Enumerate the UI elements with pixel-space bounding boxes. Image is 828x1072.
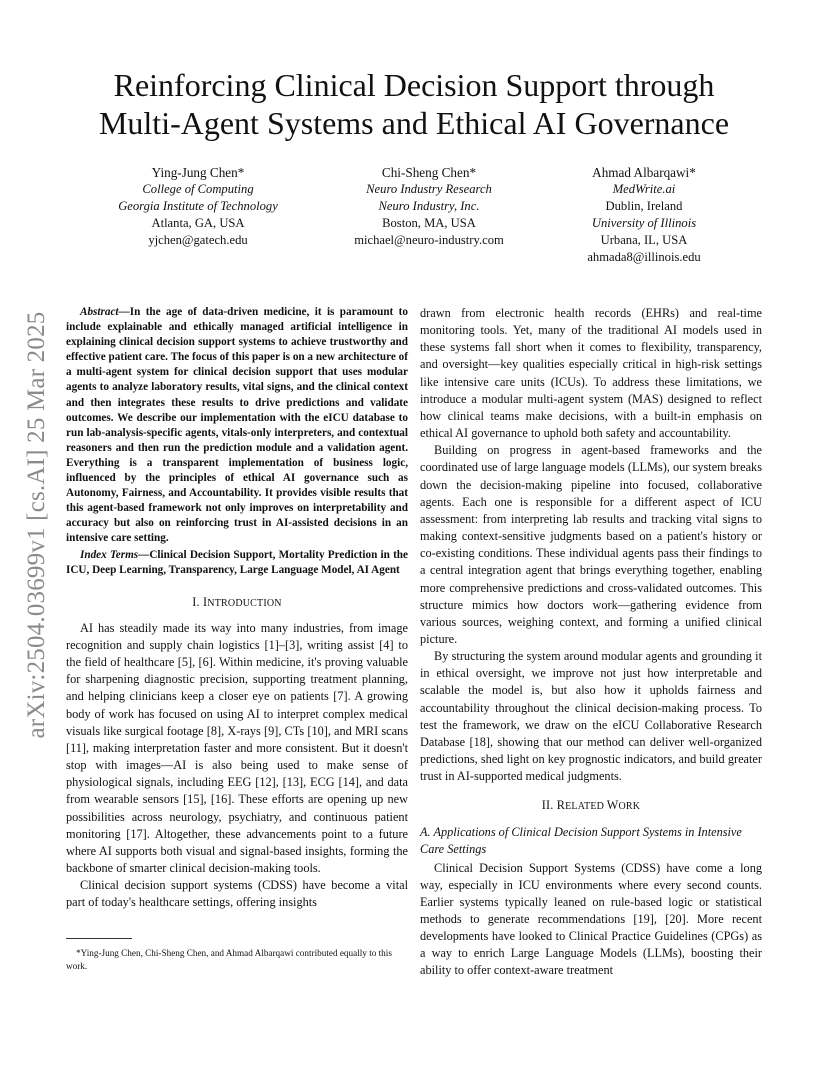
author-department: MedWrite.ai xyxy=(612,182,676,196)
footnote-rule xyxy=(66,938,132,939)
index-terms-label: Index Terms xyxy=(80,548,139,561)
index-terms-text: —Clinical Decision Support, Mortality Prediction in the ICU, Deep Learning, Transparency, Large Language Model, AI Agent xyxy=(66,548,408,576)
intro-paragraph-2: Clinical decision support systems (CDSS) have become a vital part of today's healthcare settings, offering insights xyxy=(66,878,408,910)
intro-paragraph-5: By structuring the system around modular agents and grounding it in ethical oversight, we improve not just how interpretable and scalable the model is, but also how it upholds fairness and accountability throughout the clinical decision-making process. To test the framework, we draw on the eICU Collaborative Research Database [18], showing that our method can deliver well-organized predictions, shed light on key prognostic indicators, and build greater trust in AI-supported medical judgments. xyxy=(420,649,762,784)
author-organization: Neuro Industry, Inc. xyxy=(378,199,480,213)
author-email: ahmada8@illinois.edu xyxy=(587,250,701,264)
title-line-1: Reinforcing Clinical Decision Support through xyxy=(113,67,715,103)
related-work-paragraph-1: Clinical Decision Support Systems (CDSS) have come a long way, especially in ICU environments where every second counts. Earlier systems typically leaned on rule-based logic or statistical methods to generate recommendations [19], [20]. More recent developments have looked to Clinical Practice Guidelines (CPGs) as a way to enrich Large Language Models (LLMs), boosting their ability to offer context-aware treatment xyxy=(420,860,762,978)
subsection-heading: A. Applications of Clinical Decision Support Systems in Intensive Care Settings xyxy=(420,824,742,856)
footnote xyxy=(66,938,408,972)
author-location: Urbana, IL, USA xyxy=(600,233,688,247)
author-location: Boston, MA, USA xyxy=(382,216,476,230)
footnote-text: *Ying-Jung Chen, Chi-Sheng Chen, and Ahmad Albarqawi contributed equally to this work. xyxy=(66,948,392,971)
author-name: Ying-Jung Chen* xyxy=(151,165,245,180)
author-department: College of Computing xyxy=(142,182,254,196)
paper-title xyxy=(60,66,768,142)
author-organization-2: University of Illinois xyxy=(591,216,697,230)
abstract-label: Abstract xyxy=(80,306,119,318)
author-email: michael@neuro-industry.com xyxy=(354,233,504,247)
arxiv-sidebar-identifier xyxy=(12,290,62,760)
left-column xyxy=(66,305,408,912)
author-organization: Georgia Institute of Technology xyxy=(118,199,278,213)
intro-paragraph-4: Building on progress in agent-based frameworks and the coordinated use of large language models (LLMs), our system breaks down the decision-making pipeline into focused, collaborative agents. Each one is responsible for a different aspect of ICU assessment: from interpreting lab results and tracking vital signs to making context-sensitive judgments based on a patient's history or co-existing conditions. These individual agents pass their findings to a central integration agent that brings everything together, enabling more comprehensive predictions and cross-validated outcomes. This structure mimics how doctors work—gathering evidence from various sources, weighing context, and forming a unified clinical picture. xyxy=(420,443,762,646)
author-location: Atlanta, GA, USA xyxy=(151,216,245,230)
abstract-text: —In the age of data-driven medicine, it is paramount to include explainable and ethically managed artificial intelligence in explaining clinical decision support systems to achieve trustworthy and effective patient care. The focus of this paper is on a new architecture of a multi-agent system for clinical decision support that uses modular agents to analyze laboratory results, vital signs, and the clinical context and then integrates these results to drive predictions and validate outcomes. We describe our implementation with the eICU database to run lab-analysis-specific agents, vitals-only interpreters, and contextual reasoners and then run the prediction module and a validation agent. Everything is a transparent implementation of business logic, influenced by the principles of ethical AI governance such as Autonomy, Fairness, and Accountability. It provides visible results that this agent-based framework not only improves on interpretability and accuracy but also on reinforcing trust in AI-assisted decisions in an intensive care setting. xyxy=(66,306,408,545)
author-3 xyxy=(554,164,734,266)
author-2 xyxy=(324,164,534,249)
abstract xyxy=(66,305,408,547)
author-name: Ahmad Albarqawi* xyxy=(592,165,696,180)
author-name: Chi-Sheng Chen* xyxy=(381,165,477,180)
intro-paragraph-3: drawn from electronic health records (EHRs) and real-time monitoring tools. Yet, many of the traditional AI models used in these systems fall short when it comes to flexibility, transparency, and oversight—key qualities especially critical in high-risk settings like intensive care units (ICUs). To address these limitations, we introduce a modular multi-agent system (MAS) designed to reflect how clinical teams make decisions, with a built-in emphasis on ethical AI governance to uphold both safety and accountability. xyxy=(420,306,762,441)
section-heading-introduction: I. INTRODUCTION xyxy=(192,594,282,609)
title-line-2: Multi-Agent Systems and Ethical AI Governance xyxy=(98,105,730,141)
author-1 xyxy=(88,164,308,249)
intro-paragraph-1: AI has steadily made its way into many industries, from image recognition and supply chain logistics [1]–[3], writing assist [4] to the field of healthcare [5], [6]. Within medicine, it's proving valuable for sharpening diagnostic precision, supporting treatment planning, and helping clinicians keep a closer eye on patients [7]. A growing body of work has focused on using AI to interpret complex medical visuals like surgical footage [8], X-rays [9], CTs [10], and MRI scans [11], making interpretation faster and more consistent. But it doesn't stop with images—AI is also being used to make sense of physiological signals, including EEG [12], [13], ECG [14], and data from wearable sensors [15], [16]. These efforts are opening up new possibilities across neurology, psychiatry, and continuous patient monitoring [17]. Altogether, these advancements point to a future where AI supports both visual and signal-based insights, forming the backbone of smarter clinical decision-making tools. xyxy=(66,620,408,876)
author-email: yjchen@gatech.edu xyxy=(148,233,248,247)
index-terms xyxy=(66,548,408,578)
author-department: Neuro Industry Research xyxy=(366,182,492,196)
arxiv-id-text: arXiv:2504.03699v1 [cs.AI] 25 Mar 2025 xyxy=(23,311,50,739)
author-organization: Dublin, Ireland xyxy=(605,199,683,213)
section-heading-related-work: II. RELATED WORK xyxy=(541,798,641,813)
right-column xyxy=(420,305,762,980)
